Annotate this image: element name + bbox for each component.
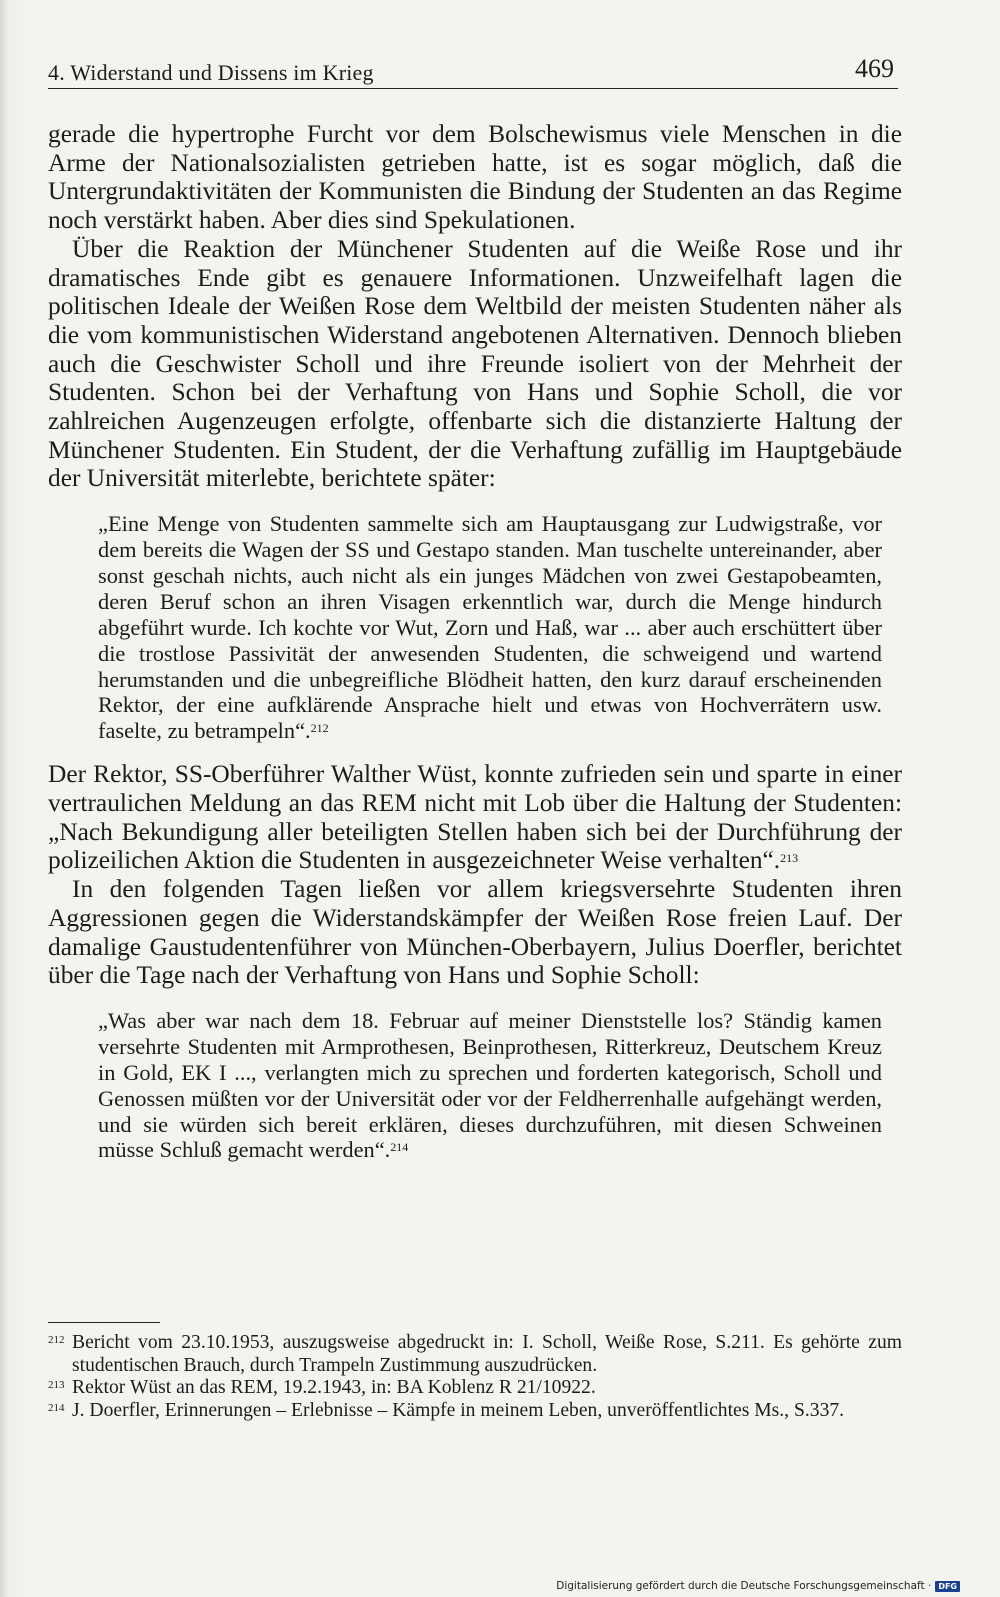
page-number: 469 — [855, 54, 894, 83]
footnote-ref: 213 — [780, 851, 799, 866]
footnote — [48, 1332, 902, 1377]
quote-text: „Eine Menge von Studenten sammelte sich am Hauptausgang zur Ludwigstraße, vor dem bereits die Wagen der SS und Gestapo standen. Man tuschelte untereinander, aber sonst geschah nichts, auch nicht als ein junges Mädchen von zwei Gestapobeamten, deren Beruf schon an ihren Visagen erkenntlich war, durch die Menge hindurch abgeführt wurde. Ich kochte vor Wut, Zorn und Haß, war ... aber auch erschüttert über die trostlose Passivität der anwesenden Studenten, die schweigend und wartend herumstanden und die unbegreifliche Blödheit hatten, den kurz darauf erscheinenden Rektor, der eine aufklärende Ansprache hielt und etwas von Hochverrätern usw. faselte, zu betrampeln“. — [98, 511, 882, 744]
block-quote — [98, 511, 882, 744]
credit-text: Digitalisierung gefördert durch die Deutsche Forschungsgemeinschaft · — [556, 1580, 932, 1592]
paragraph-text: Der Rektor, SS-Oberführer Walther Wüst, konnte zufrieden sein und sparte in einer vertraulichen Meldung an das REM nicht mit Lob über die Haltung der Studenten: „Nach Bekundigung aller beteiligten Stellen haben sich bei der Durchführung der polizeilichen Aktion die Studenten in ausgezeichneter Weise verhalten“. — [48, 760, 902, 875]
footnote — [48, 1377, 902, 1400]
quote-text: „Was aber war nach dem 18. Februar auf meiner Dienststelle los? Ständig kamen versehrte Studenten mit Armprothesen, Beinprothesen, Ritterkreuz, Deutschem Kreuz in Gold, EK I ..., verlangten mich zu sprechen und forderten kategorisch, Scholl und Genossen müßten vor der Universität oder vor der Feldherrenhalle aufgehängt werden, und sie würden sich bereit erklären, dieses durchzuführen, mit diesen Schweinen müsse Schluß gemacht werden“. — [98, 1007, 882, 1163]
paragraph: Über die Reaktion der Münchener Studenten auf die Weiße Rose und ihr dramatisches Ende gibt es genauere Informationen. Unzweifelhaft lagen die politischen Ideale der Weißen Rose dem Weltbild der meisten Studenten näher als die vom kommunistischen Widerstand angebotenen Alternativen. Dennoch blieben auch die Geschwister Scholl und ihre Freunde isoliert von der Mehrheit der Studenten. Schon bei der Verhaftung von Hans und Sophie Scholl, die vor zahlreichen Augenzeugen erfolgte, offenbarte sich die distanzierte Haltung der Münchener Studenten. Ein Student, der die Verhaftung zufällig im Hauptgebäude der Universität miterlebte, berichtete später: — [48, 234, 902, 493]
dfg-logo: DFG — [935, 1581, 960, 1592]
paragraph — [48, 760, 902, 875]
digitization-credit — [556, 1580, 960, 1592]
block-quote — [98, 1008, 882, 1163]
footnote-text: Bericht vom 23.10.1953, auszugsweise abgedruckt in: I. Scholl, Weiße Rose, S.211. Es gehörte zum studentischen Brauch, durch Trampeln Zustimmung auszudrücken. — [72, 1332, 902, 1376]
footnote-ref: 214 — [390, 1140, 409, 1155]
paragraph: In den folgenden Tagen ließen vor allem kriegsversehrte Studenten ihren Aggressionen gegen die Widerstandskämpfer der Weißen Rose freien Lauf. Der damalige Gaustudentenführer von München-Oberbayern, Julius Doerfler, berichtet über die Tage nach der Verhaftung von Hans und Sophie Scholl: — [48, 875, 902, 990]
running-header — [48, 54, 898, 89]
footnote-text: Rektor Wüst an das REM, 19.2.1943, in: BA Koblenz R 21/10922. — [72, 1377, 596, 1399]
footnotes — [48, 1332, 902, 1422]
main-text — [48, 120, 902, 1179]
footnote-text: J. Doerfler, Erinnerungen – Erlebnisse – Kämpfe in meinem Leben, unveröffentlichtes Ms., S.337. — [72, 1399, 845, 1421]
footnote-ref: 212 — [310, 721, 329, 736]
footnote — [48, 1400, 902, 1423]
paragraph: gerade die hypertrophe Furcht vor dem Bolschewismus viele Menschen in die Arme der Nationalsozialisten getrieben hatte, ist es sogar möglich, daß die Untergrundaktivitäten der Kommunisten die Bindung der Studenten an das Regime noch verstärkt haben. Aber dies sind Spekulationen. — [48, 120, 902, 235]
footnote-number: 212 — [48, 1334, 65, 1346]
running-title: 4. Widerstand und Dissens im Krieg — [48, 60, 374, 85]
footnote-number: 214 — [48, 1401, 65, 1414]
footnote-divider — [48, 1322, 160, 1323]
footnote-number: 213 — [48, 1379, 65, 1392]
